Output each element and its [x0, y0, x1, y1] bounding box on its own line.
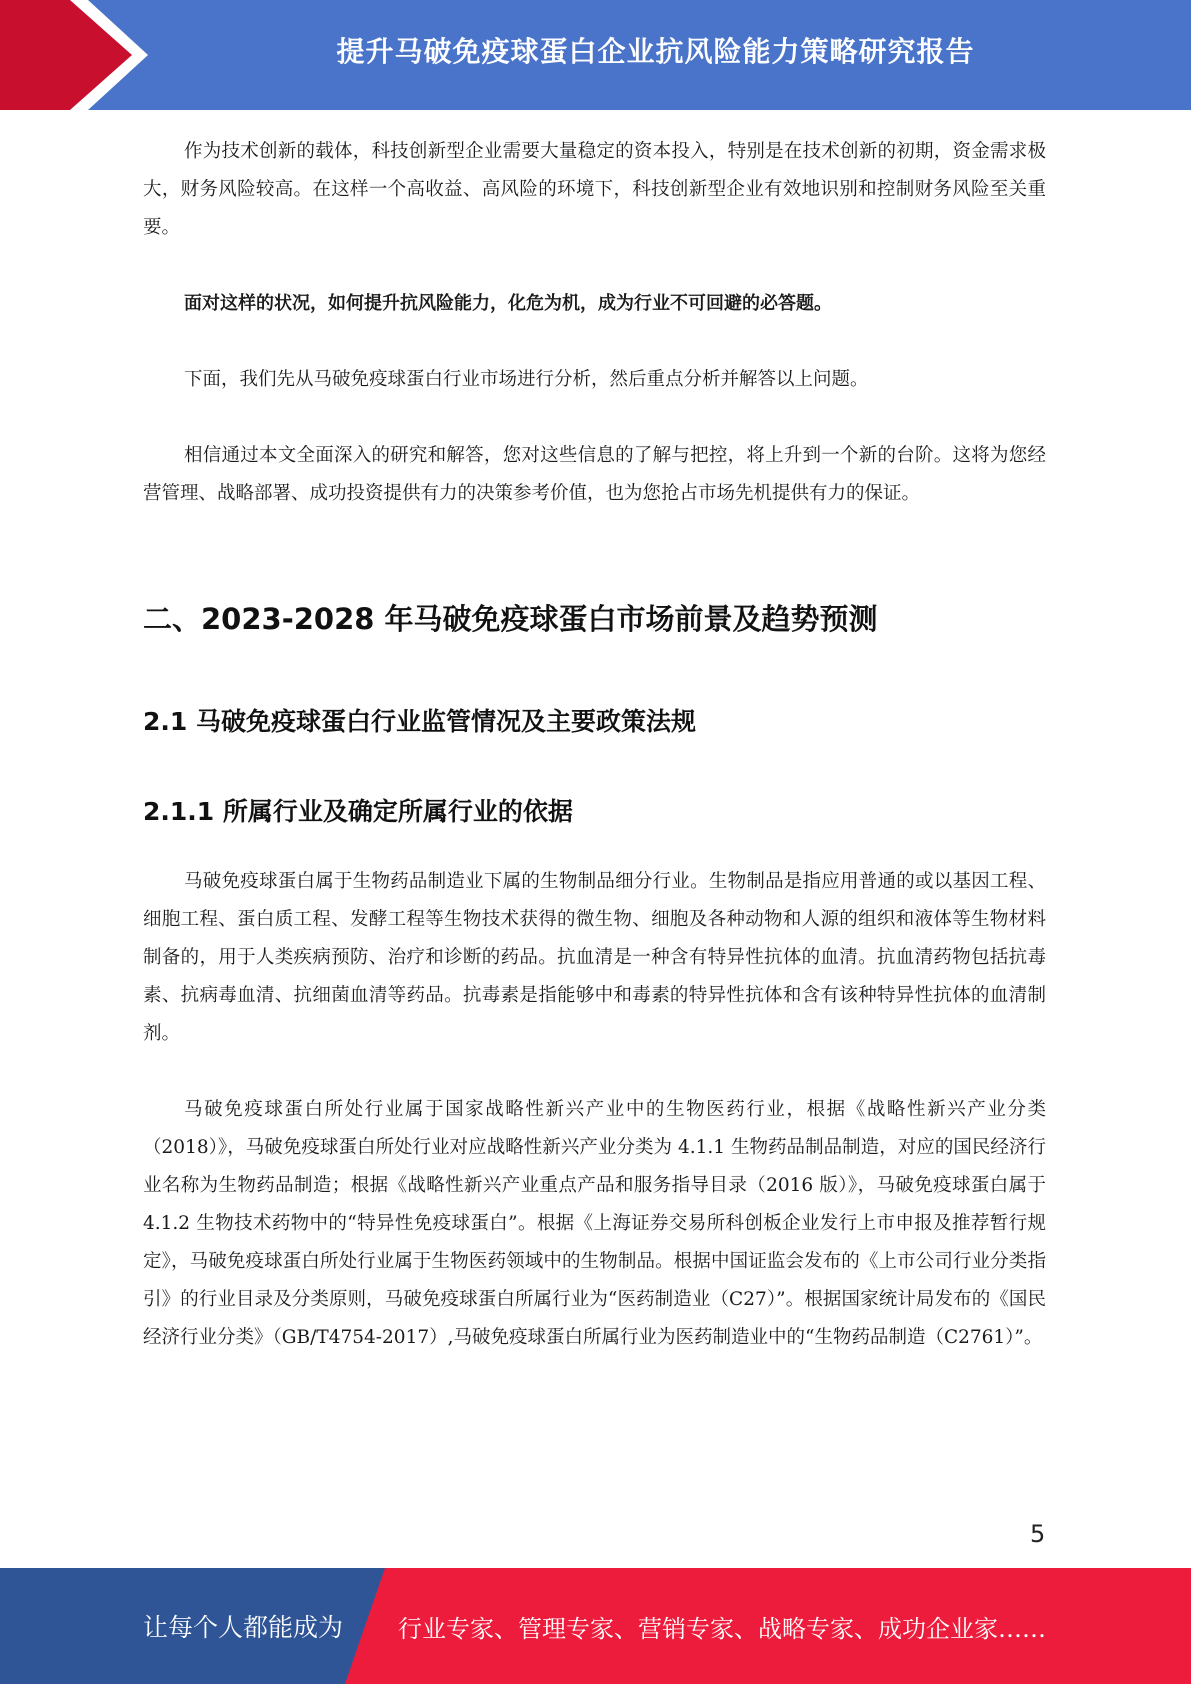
paragraph-industry-definition: 马破免疫球蛋白属于生物药品制造业下属的生物制品细分行业。生物制品是指应用普通的或以基因工程、细胞工程、蛋白质工程、发酵工程等生物技术获得的微生物、细胞及各种动物和人源的组织和液体等生物材料制备的，用于人类疾病预防、治疗和诊断的药品。抗血清是一种含有特异性抗体的血清。抗血清药物包括抗毒素、抗病毒血清、抗细菌血清等药品。抗毒素是指能够中和毒素的特异性抗体和含有该种特异性抗体的血清制剂。: [143, 871, 1046, 1044]
paragraph-key-question: 面对这样的状况，如何提升抗风险能力，化危为机，成为行业不可回避的必答题。: [184, 293, 832, 314]
header-banner: [0, 0, 1191, 110]
footer-banner: [0, 1568, 1191, 1684]
subsection-heading: 2.1 马破免疫球蛋白行业监管情况及主要政策法规: [143, 707, 696, 736]
footer-slogan-left: 让每个人都能成为: [143, 1613, 344, 1642]
footer-slogan-right: 行业专家、管理专家、营销专家、战略专家、成功企业家……: [398, 1614, 1046, 1643]
section-heading: 二、2023-2028 年马破免疫球蛋白市场前景及趋势预测: [143, 602, 878, 636]
paragraph-overview: 下面，我们先从马破免疫球蛋白行业市场进行分析，然后重点分析并解答以上问题。: [184, 369, 869, 390]
paragraph-intro: 作为技术创新的载体，科技创新型企业需要大量稳定的资本投入，特别是在技术创新的初期，资金需求极大，财务风险较高。在这样一个高收益、高风险的环境下，科技创新型企业有效地识别和控制财务风险至关重要。: [143, 141, 1046, 238]
header-chevron-decoration: [0, 0, 160, 110]
subsubsection-heading: 2.1.1 所属行业及确定所属行业的依据: [143, 797, 573, 826]
page-number: 5: [1030, 1520, 1046, 1548]
report-title: 提升马破免疫球蛋白企业抗风险能力策略研究报告: [336, 35, 975, 68]
paragraph-industry-classification: 马破免疫球蛋白所处行业属于国家战略性新兴产业中的生物医药行业，根据《战略性新兴产业分类（2018）》，马破免疫球蛋白所处行业对应战略性新兴产业分类为 4.1.1 生物药品制品制造，对应的国民经济行业名称为生物药品制造；根据《战略性新兴产业重点产品和服务指导目录（2016 版）》，马破免疫球蛋白属于 4.1.2 生物技术药物中的“特异性免疫球蛋白”。根据《上海证券交易所科创板企业发行上市申报及推荐暂行规定》，马破免疫球蛋白所处行业属于生物医药领域中的生物制品。根据中国证监会发布的《上市公司行业分类指引》的行业目录及分类原则，马破免疫球蛋白所属行业为“医药制造业（C27）”。根据国家统计局发布的《国民经济行业分类》（GB/T4754-2017）,马破免疫球蛋白所属行业为医药制造业中的“生物药品制造（C2761）”。: [143, 1099, 1046, 1348]
paragraph-value: 相信通过本文全面深入的研究和解答，您对这些信息的了解与把控，将上升到一个新的台阶。这将为您经营管理、战略部署、成功投资提供有力的决策参考价值，也为您抢占市场先机提供有力的保证。: [143, 445, 1046, 504]
